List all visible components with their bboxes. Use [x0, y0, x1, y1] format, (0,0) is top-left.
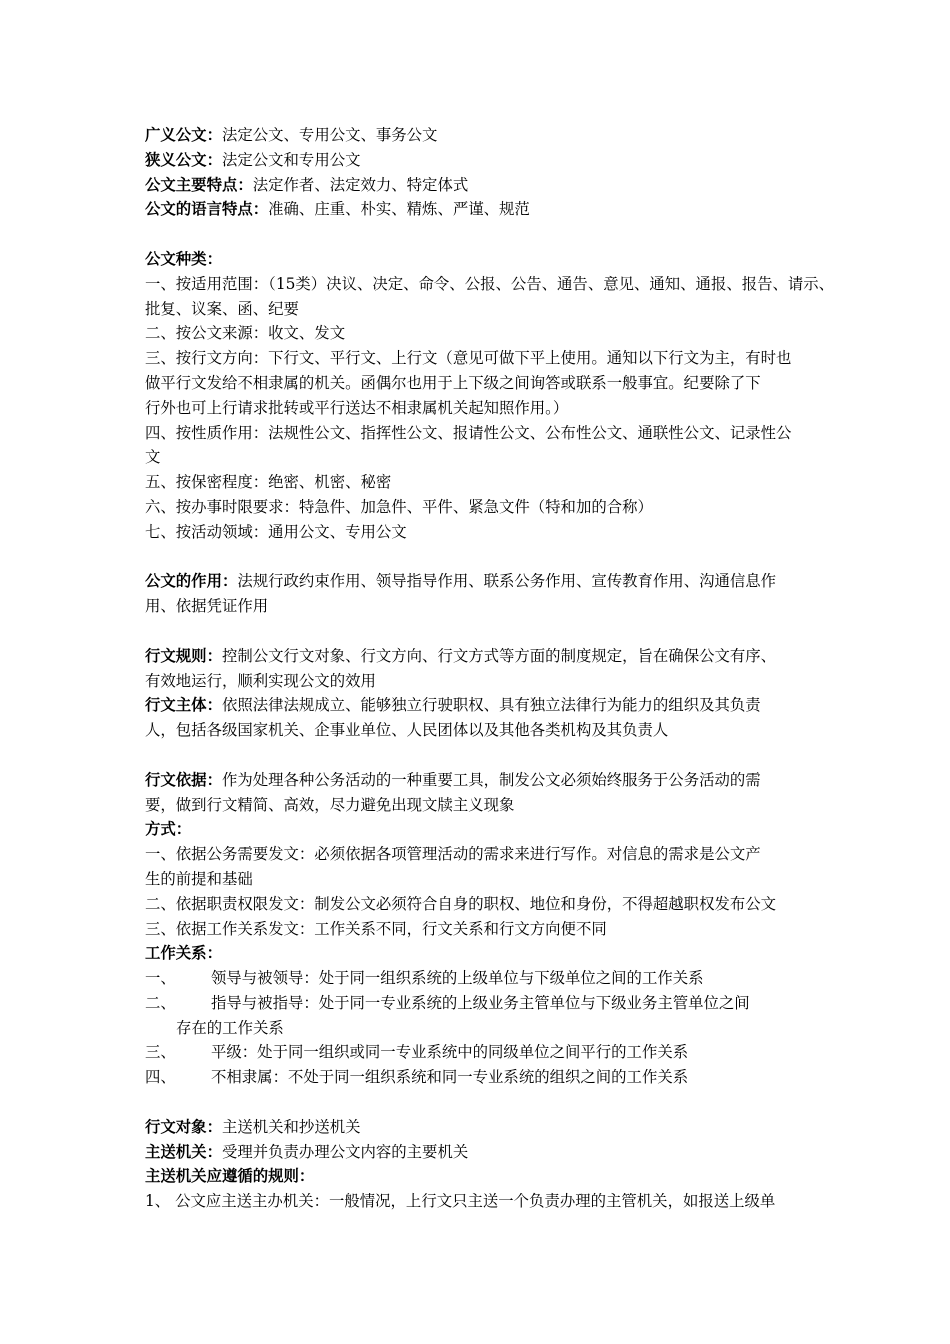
def-text: 法定作者、法定效力、特定体式 [252, 175, 469, 194]
methods-item: 一、依据公务需要发文：必须依据各项管理活动的需求来进行写作。对信息的需求是公文产 [145, 845, 761, 864]
rules-term: 行文规则： [145, 646, 222, 665]
spacer [145, 743, 813, 768]
main-rules-heading: 主送机关应遵循的规则： [145, 1167, 315, 1186]
def-term: 狭义公文： [145, 150, 222, 169]
basis-term: 行文依据： [145, 770, 222, 789]
methods-item: 生的前提和基础 [145, 869, 253, 888]
targets-line [145, 1140, 813, 1165]
spacer [145, 222, 813, 247]
targets-line [145, 1115, 813, 1140]
relations-num: 四、 [145, 1068, 176, 1087]
functions-line: 用、依据凭证作用 [145, 597, 269, 616]
rules-line [145, 644, 813, 669]
types-item: 做平行文发给不相隶属的机关。函偶尔也用于上下级之间询答或联系一般事宜。纪要除了下 [145, 373, 761, 392]
functions-term: 公文的作用： [145, 572, 238, 591]
subject-term: 行文主体： [145, 696, 222, 715]
targets-term: 行文对象： [145, 1117, 222, 1136]
main-rules-item: 1、 公文应主送主办机关：一般情况，上行文只主送一个负责办理的主管机关，如报送上级单 [145, 1192, 776, 1211]
subject-text: 依照法律法规成立、能够独立行驶职权、具有独立法律行为能力的组织及其负责 [221, 696, 761, 715]
subject-line [145, 693, 813, 718]
relations-item [145, 1065, 813, 1090]
rules-text: 控制公文行文对象、行文方向、行文方式等方面的制度规定，旨在确保公文有序、 [221, 646, 777, 665]
relations-num: 二、 [145, 993, 176, 1012]
types-item: 文 [145, 448, 161, 467]
functions-line [145, 569, 813, 594]
methods-item: 二、依据职责权限发文：制发公文必须符合自身的职权、地位和身份，不得超越职权发布公文 [145, 894, 777, 913]
types-item: 七、按活动领域：通用公文、专用公文 [145, 522, 407, 541]
def-term: 公文主要特点： [145, 175, 253, 194]
def-term: 广义公文： [145, 126, 222, 144]
def-term: 公文的语言特点： [145, 200, 269, 219]
relations-item-cont: 存在的工作关系 [176, 1018, 284, 1037]
targets-term: 主送机关： [145, 1142, 222, 1161]
types-item: 行外也可上行请求批转或平行送达不相隶属机关起知照作用。） [145, 398, 569, 417]
methods-item: 三、依据工作关系发文：工作关系不同，行文关系和行文方向便不同 [145, 919, 607, 938]
basis-line [145, 768, 813, 793]
relations-text: 平级：处于同一组织或同一专业系统中的同级单位之间平行的工作关系 [211, 1043, 689, 1062]
subject-line: 人，包括各级国家机关、企事业单位、人民团体以及其他各类机构及其负责人 [145, 721, 669, 740]
relations-text: 指导与被指导：处于同一专业系统的上级业务主管单位与下级业务主管单位之间 [211, 993, 750, 1012]
def-text: 法定公文、专用公文、事务公文 [221, 126, 438, 144]
relations-text: 不相隶属：不处于同一组织系统和同一专业系统的组织之间的工作关系 [211, 1068, 689, 1087]
relations-num: 一、 [145, 969, 176, 988]
def-line [145, 197, 813, 222]
types-item: 四、按性质作用：法规性公文、指挥性公文、报请性公文、公布性公文、通联性公文、记录性公 [145, 423, 792, 442]
relations-item [145, 966, 813, 991]
types-item: 批复、议案、函、纪要 [145, 299, 299, 318]
relations-text: 领导与被领导：处于同一组织系统的上级单位与下级单位之间的工作关系 [211, 969, 704, 988]
def-line [145, 173, 813, 198]
types-item: 二、按公文来源：收文、发文 [145, 324, 346, 343]
basis-text: 作为处理各种公务活动的一种重要工具，制发公文必须始终服务于公务活动的需 [221, 770, 761, 789]
relations-heading: 工作关系： [145, 944, 222, 963]
types-item: 六、按办事时限要求：特急件、加急件、平件、紧急文件（特和加的合称） [145, 497, 653, 516]
targets-text: 受理并负责办理公文内容的主要机关 [221, 1142, 469, 1161]
spacer [145, 545, 813, 570]
document-body [145, 123, 835, 1214]
def-text: 法定公文和专用公文 [221, 150, 361, 169]
rules-line: 有效地运行，顺利实现公文的效用 [145, 671, 376, 690]
relations-num: 三、 [145, 1043, 176, 1062]
def-line [145, 123, 813, 148]
def-text: 准确、庄重、朴实、精炼、严谨、规范 [268, 200, 530, 219]
types-item: 五、按保密程度：绝密、机密、秘密 [145, 473, 392, 492]
spacer [145, 1090, 813, 1115]
relations-item [145, 991, 813, 1016]
relations-item [145, 1040, 813, 1065]
spacer [145, 619, 813, 644]
methods-heading: 方式： [145, 820, 192, 839]
types-heading: 公文种类： [145, 249, 222, 268]
types-item: 三、按行文方向：下行文、平行文、上行文（意见可做下平上使用。通知以下行文为主，有时也 [145, 349, 792, 368]
types-item: 一、按适用范围：（15类）决议、决定、命令、公报、公告、通告、意见、通知、通报、报告、请示、 [145, 274, 835, 293]
functions-text: 法规行政约束作用、领导指导作用、联系公务作用、宣传教育作用、沟通信息作 [237, 572, 777, 591]
basis-line: 要，做到行文精简、高效，尽力避免出现文牍主义现象 [145, 795, 515, 814]
targets-text: 主送机关和抄送机关 [221, 1117, 361, 1136]
def-line [145, 148, 813, 173]
